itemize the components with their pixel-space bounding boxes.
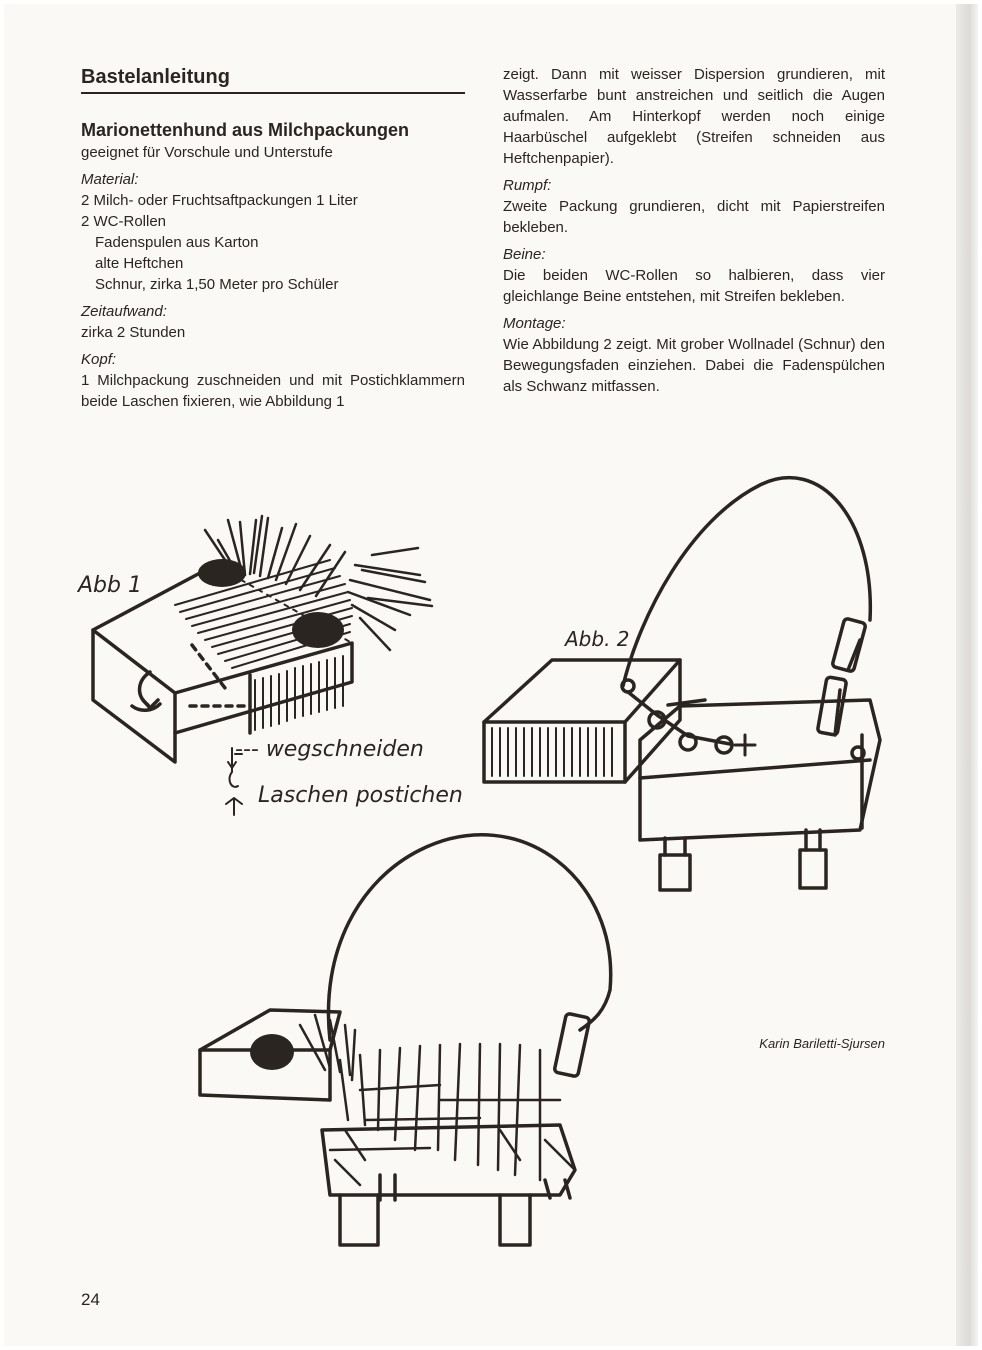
material-item: alte Heftchen bbox=[95, 255, 184, 272]
legs-label: Beine: bbox=[503, 246, 546, 263]
section-heading: Bastelanleitung bbox=[81, 64, 465, 94]
author-credit: Karin Bariletti-Sjursen bbox=[759, 1036, 885, 1051]
body-label: Rumpf: bbox=[503, 177, 552, 194]
article-subtitle: geeignet für Vorschule und Unterstufe bbox=[81, 144, 333, 161]
figure1-staple-note: Laschen postichen bbox=[258, 783, 463, 808]
figure2-hatching bbox=[492, 728, 612, 776]
material-item: 2 Milch- oder Fruchtsaftpackungen 1 Liter bbox=[81, 192, 358, 209]
head-text-continued: zeigt. Dann mit weisser Dispersion grundieren, mit Wasserfarbe bunt anstreichen und seitlich die Augen aufmalen. Am Hinterkopf werden noch einige Haarbüschel aufgeklebt (Streifen schneiden aus Heftchenpapier). bbox=[503, 66, 885, 167]
head-text: 1 Milchpackung zuschneiden und mit Postichklammern beide Laschen fixieren, wie Abbildung 1 bbox=[81, 372, 465, 410]
figure1-eye-right bbox=[292, 612, 344, 648]
time-label: Zeitaufwand: bbox=[81, 303, 167, 320]
article-title: Marionettenhund aus Milchpackungen bbox=[81, 120, 410, 140]
head-label: Kopf: bbox=[81, 351, 117, 368]
time-text: zirka 2 Stunden bbox=[81, 324, 186, 341]
material-item: Fadenspulen aus Karton bbox=[95, 234, 259, 251]
figure1-eye-left bbox=[198, 559, 246, 587]
material-item: 2 WC-Rollen bbox=[81, 213, 167, 230]
legs-text: Die beiden WC-Rollen so halbieren, dass vier gleichlange Beine entstehen, mit Streifen bekleben. bbox=[503, 267, 885, 305]
material-item: Schnur, zirka 1,50 Meter pro Schüler bbox=[95, 276, 339, 293]
figure1-cut-note: --- wegschneiden bbox=[235, 737, 424, 762]
material-label: Material: bbox=[81, 171, 139, 188]
figure3-hair bbox=[300, 1015, 575, 1185]
assembly-label: Montage: bbox=[503, 315, 566, 332]
figure2-label: Abb. 2 bbox=[565, 627, 630, 651]
figure1-label: Abb 1 bbox=[78, 573, 142, 598]
figure2-drawing bbox=[484, 478, 880, 890]
figure3-eye bbox=[250, 1034, 294, 1070]
body-text: Zweite Packung grundieren, dicht mit Papierstreifen bekleben. bbox=[503, 198, 885, 236]
figure1-cut-note-text: wegschneiden bbox=[265, 737, 424, 762]
page-number: 24 bbox=[81, 1290, 100, 1309]
assembly-text: Wie Abbildung 2 zeigt. Mit grober Wollnadel (Schnur) den Bewegungsfaden einziehen. Dabei die Fadenspülchen als Schwanz mitfassen. bbox=[503, 336, 885, 395]
